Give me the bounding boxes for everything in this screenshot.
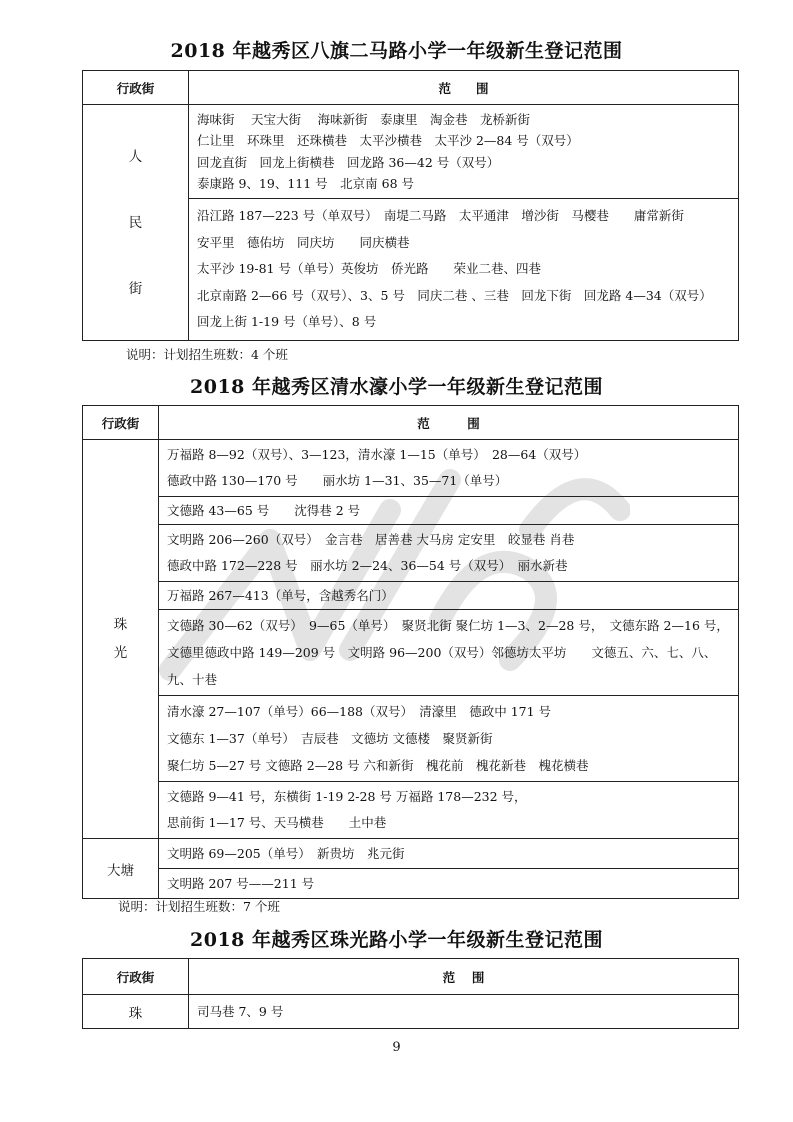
range-line: 文明路 206—260（双号） 金言巷 居善巷 大马房 定安里 皎显巷 肖巷 <box>167 532 575 547</box>
range-line: 万福路 8—92（双号）、3—123，清水濠 1—15（单号） 28—64（双号） <box>167 447 587 462</box>
section1-table <box>82 70 739 341</box>
district-cell: 珠 <box>83 995 189 1029</box>
range-line: 泰康路 9、19、111 号 北京南 68 号 <box>197 176 415 191</box>
section1-title: 2018 年越秀区八旗二马路小学一年级新生登记范围 <box>170 40 623 62</box>
range-cell <box>159 782 739 839</box>
range-line: 文明路 69—205（单号） 新贵坊 兆元街 <box>167 845 405 861</box>
range-cell <box>159 839 739 869</box>
range-cell <box>189 995 739 1029</box>
range-cell <box>159 696 739 782</box>
range-line: 思前街 1—17 号、天马横巷 土中巷 <box>167 815 387 830</box>
range-line: 清水濠 27—107（单号）66—188（双号） 清濠里 德政中 171 号 <box>167 704 552 719</box>
header-district: 行政街 <box>83 71 189 105</box>
range-cell <box>159 497 739 525</box>
district-cell-zhuguang <box>83 440 159 839</box>
range-cell <box>159 525 739 582</box>
section2-table <box>82 405 739 899</box>
district-char: 珠 <box>113 617 128 633</box>
section3-table <box>82 958 739 1029</box>
district-char: 民 <box>128 214 143 231</box>
header-district: 行政街 <box>83 959 189 995</box>
header-range: 范 围 <box>189 959 739 995</box>
range-line: 回龙直街 回龙上街横巷 回龙路 36—42 号（双号） <box>197 154 500 170</box>
header-range: 范 围 <box>159 406 739 440</box>
range-line: 太平沙 19-81 号（单号）英俊坊 侨光路 荣业二巷、四巷 <box>197 261 541 277</box>
range-line: 沿江路 187—223 号（单双号） 南堤二马路 太平通津 增沙街 马樱巷 庸常新街 <box>197 208 684 224</box>
header-range: 范 围 <box>189 71 739 105</box>
range-line: 德政中路 172—228 号 丽水坊 2—24、36—54 号（双号） 丽水新巷 <box>167 558 568 573</box>
district-char: 人 <box>128 148 143 165</box>
range-cell <box>159 869 739 899</box>
range-line: 文明路 207 号——211 号 <box>167 875 315 891</box>
range-line: 司马巷 7、9 号 <box>197 1003 284 1019</box>
range-cell <box>189 199 739 341</box>
range-line: 文德东 1—37（单号） 吉辰巷 文德坊 文德楼 聚贤新街 <box>167 731 493 746</box>
range-line: 安平里 德佑坊 同庆坊 同庆横巷 <box>197 234 410 250</box>
range-line: 海味街 天宝大街 海味新街 泰康里 淘金巷 龙桥新街 <box>197 111 530 127</box>
range-cell <box>189 105 739 199</box>
range-line: 文德路 43—65 号 沈得巷 2 号 <box>167 502 361 518</box>
range-line: 聚仁坊 5—27 号 文德路 2—28 号 六和新街 槐花前 槐花新巷 槐花横巷 <box>167 758 589 773</box>
range-line: 德政中路 130—170 号 丽水坊 1—31、35—71（单号） <box>167 473 508 488</box>
range-cell <box>159 610 739 696</box>
range-line: 文德路 9—41 号，东横街 1-19 2-28 号 万福路 178—232 号， <box>167 789 527 804</box>
range-line: 万福路 267—413（单号，含越秀名门） <box>167 587 394 603</box>
district-char: 街 <box>128 280 143 297</box>
section2-note: 说明：计划招生班数：7 个班 <box>118 899 280 914</box>
section2-title: 2018 年越秀区清水濠小学一年级新生登记范围 <box>190 376 603 398</box>
district-cell <box>83 105 189 341</box>
section3-title: 2018 年越秀区珠光路小学一年级新生登记范围 <box>190 929 603 951</box>
range-line: 文德路 30—62（双号） 9—65（单号） 聚贤北街 聚仁坊 1—3、2—28 号， 文德东路 2—16 号，文德里德政中路 149—209 号 文明路 96—200（双号）邻德坊太平坊 文德五、六、七、八、九、十巷 <box>167 618 729 687</box>
header-district: 行政街 <box>83 406 159 440</box>
range-cell <box>159 440 739 497</box>
page-number: 9 <box>392 1040 401 1055</box>
range-line: 北京南路 2—66 号（双号）、3、5 号 同庆二巷 、三巷 回龙下街 回龙路 4—34（双号） 回龙上街 1-19 号（单号）、8 号 <box>197 287 719 330</box>
district-cell-datang: 大塘 <box>83 839 159 899</box>
range-line: 仁让里 环珠里 还珠横巷 太平沙横巷 太平沙 2—84 号（双号） <box>197 133 579 148</box>
district-char: 光 <box>113 645 128 661</box>
range-cell <box>159 582 739 610</box>
section1-note: 说明：计划招生班数：4 个班 <box>126 347 288 362</box>
